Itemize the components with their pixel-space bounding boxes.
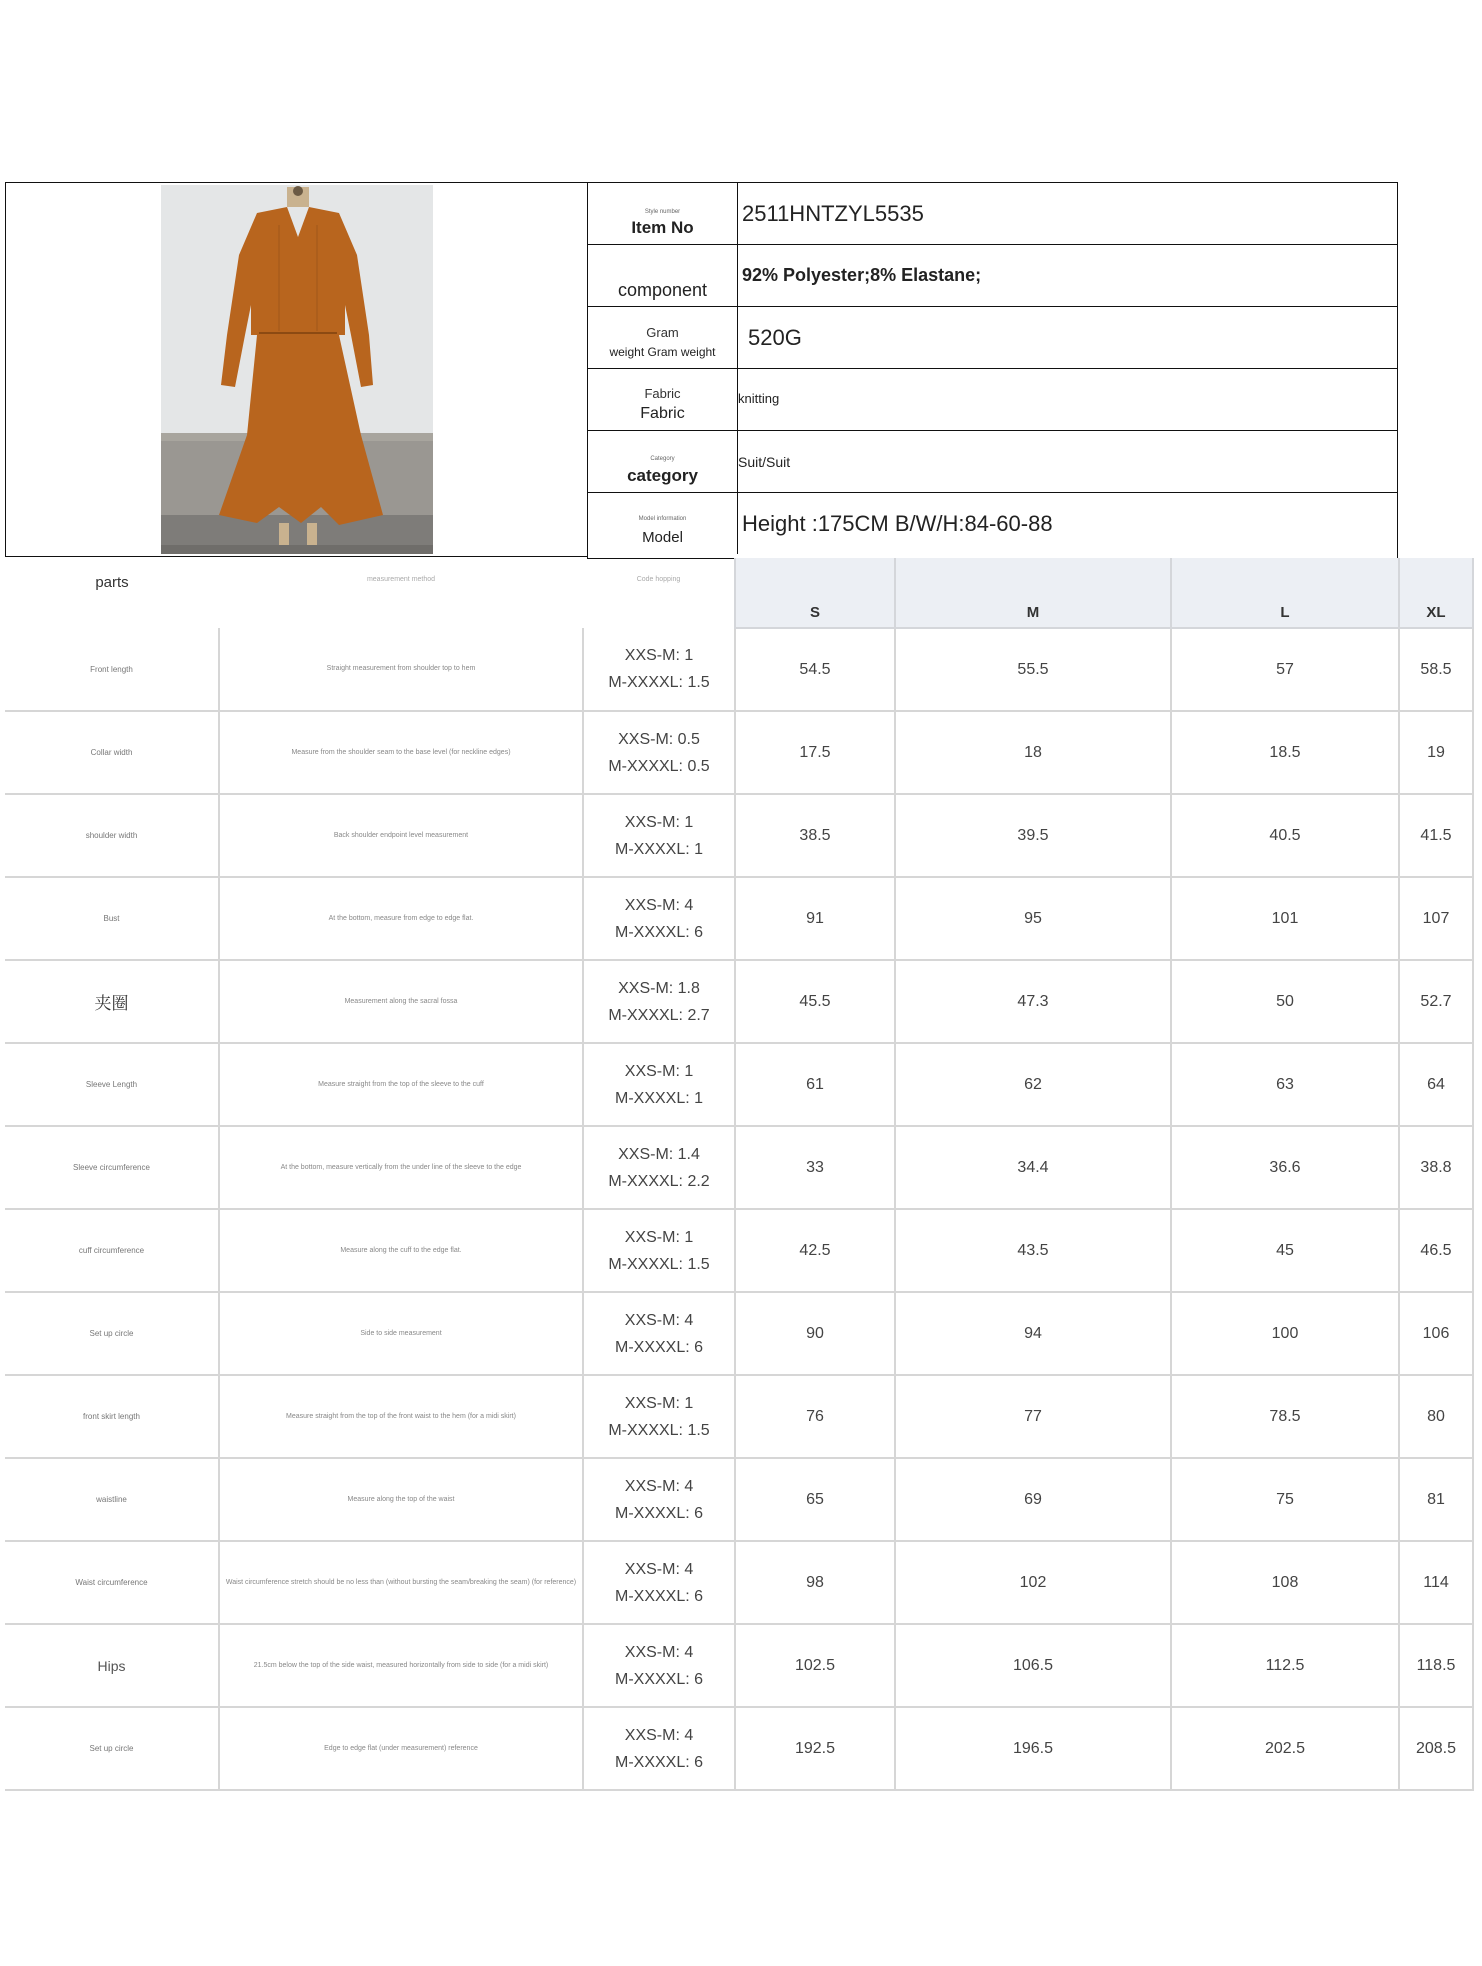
parts-header: parts [95,574,129,591]
part-name-cell: Set up circle [5,1707,219,1790]
item-no-value: 2511HNTZYL5535 [742,200,924,226]
size-m-value: 69 [895,1458,1171,1541]
grading-cell [583,877,735,960]
fabric-value: knitting [738,391,780,406]
size-header-m: M [895,558,1171,628]
grading-cell [583,1043,735,1126]
size-chart-header-row [5,558,1473,628]
part-name-cell: 夹圈 [5,960,219,1043]
grade-m-xxxxl: M-XXXXL: 1.5 [608,1421,710,1439]
table-row [5,711,1473,794]
measurement-method-cell: At the bottom, measure from edge to edge flat. [219,877,583,960]
size-s-value: 102.5 [735,1624,895,1707]
table-row [5,1126,1473,1209]
model-label-text: Model [642,529,683,546]
grading-cell [583,711,735,794]
table-row [5,1209,1473,1292]
size-l-value: 100 [1171,1292,1399,1375]
size-l-value: 57 [1171,628,1399,711]
grade-m-xxxxl: M-XXXXL: 1 [614,1089,704,1107]
size-m-value: 102 [895,1541,1171,1624]
product-sheet [5,182,1473,559]
grade-xxs-m: XXS-M: 1 [624,1062,694,1080]
component-label [588,245,738,306]
size-l-value: 78.5 [1171,1375,1399,1458]
part-name-cell: waistline [5,1458,219,1541]
size-m-value: 106.5 [895,1624,1171,1707]
size-l-value: 101 [1171,877,1399,960]
size-s-value: 192.5 [735,1707,895,1790]
size-l-value: 112.5 [1171,1624,1399,1707]
grade-m-xxxxl: M-XXXXL: 0.5 [608,757,710,775]
size-s-value: 42.5 [735,1209,895,1292]
grade-xxs-m: XXS-M: 0.5 [618,730,700,748]
measurement-method-cell: Measure straight from the top of the sleeve to the cuff [219,1043,583,1126]
size-l-value: 50 [1171,960,1399,1043]
part-name-cell: Sleeve Length [5,1043,219,1126]
size-s-value: 33 [735,1126,895,1209]
size-xl-value: 41.5 [1399,794,1473,877]
method-header: measurement method [366,576,436,583]
item-no-label [588,183,738,244]
grade-m-xxxxl: M-XXXXL: 6 [614,1504,704,1522]
size-xl-value: 107 [1399,877,1473,960]
size-xl-value: 64 [1399,1043,1473,1126]
gram-weight-label [588,307,738,368]
grade-m-xxxxl: M-XXXXL: 1.5 [608,1255,710,1273]
grading-cell [583,1458,735,1541]
measurement-method-cell: Measurement along the sacral fossa [219,960,583,1043]
measurement-method-cell: Straight measurement from shoulder top to hem [219,628,583,711]
table-row [5,794,1473,877]
category-sublabel: Category [650,456,675,462]
category-label-text: category [627,466,698,485]
table-row [5,1292,1473,1375]
item-no-label-text: Item No [631,218,694,237]
grade-xxs-m: XXS-M: 4 [624,1311,694,1329]
grading-cell [583,794,735,877]
grade-m-xxxxl: M-XXXXL: 6 [614,1753,704,1771]
size-l-value: 36.6 [1171,1126,1399,1209]
size-xl-value: 19 [1399,711,1473,794]
grade-m-xxxxl: M-XXXXL: 6 [614,1670,704,1688]
grade-m-xxxxl: M-XXXXL: 6 [614,1338,704,1356]
size-m-value: 39.5 [895,794,1171,877]
size-l-value: 108 [1171,1541,1399,1624]
size-s-value: 54.5 [735,628,895,711]
part-name-cell: cuff circumference [5,1209,219,1292]
size-s-value: 45.5 [735,960,895,1043]
gram-weight-label-text: weight Gram weight [609,345,716,359]
size-m-value: 95 [895,877,1171,960]
size-l-value: 63 [1171,1043,1399,1126]
size-xl-value: 52.7 [1399,960,1473,1043]
table-row [5,960,1473,1043]
size-xl-value: 114 [1399,1541,1473,1624]
size-m-value: 47.3 [895,960,1171,1043]
part-name-cell: Set up circle [5,1292,219,1375]
size-s-value: 91 [735,877,895,960]
size-header-xl: XL [1399,558,1473,628]
grading-cell [583,1209,735,1292]
item-no-sublabel: Style number [644,209,681,215]
measurement-method-cell: Measure along the top of the waist [219,1458,583,1541]
grading-cell [583,960,735,1043]
grade-xxs-m: XXS-M: 1.8 [618,979,700,997]
size-s-value: 90 [735,1292,895,1375]
grade-m-xxxxl: M-XXXXL: 6 [614,1587,704,1605]
size-l-value: 45 [1171,1209,1399,1292]
size-m-value: 34.4 [895,1126,1171,1209]
category-label [588,431,738,492]
size-m-value: 18 [895,711,1171,794]
item-no-row [588,183,1397,245]
part-name-cell: Front length [5,628,219,711]
part-name-cell: Sleeve circumference [5,1126,219,1209]
grade-m-xxxxl: M-XXXXL: 1 [614,840,704,858]
model-row [588,493,1397,554]
size-l-value: 202.5 [1171,1707,1399,1790]
component-value: 92% Polyester;8% Elastane; [742,265,982,285]
model-value: Height :175CM B/W/H:84-60-88 [742,510,1053,536]
size-header-s: S [735,558,895,628]
part-name-cell: Hips [5,1624,219,1707]
size-xl-value: 208.5 [1399,1707,1473,1790]
part-name-cell: front skirt length [5,1375,219,1458]
measurement-method-cell: Side to side measurement [219,1292,583,1375]
grade-header: Code hopping [636,576,681,583]
size-xl-value: 80 [1399,1375,1473,1458]
size-l-value: 18.5 [1171,711,1399,794]
size-chart-table [5,558,1474,1791]
category-value: Suit/Suit [738,453,791,470]
size-xl-value: 81 [1399,1458,1473,1541]
measurement-method-cell: Edge to edge flat (under measurement) reference [219,1707,583,1790]
size-s-value: 65 [735,1458,895,1541]
product-header [5,182,1473,559]
table-row [5,1541,1473,1624]
table-row [5,1458,1473,1541]
part-name-cell: Waist circumference [5,1541,219,1624]
size-xl-value: 38.8 [1399,1126,1473,1209]
size-s-value: 17.5 [735,711,895,794]
fabric-sublabel: Fabric [644,386,681,401]
grade-m-xxxxl: M-XXXXL: 2.2 [608,1172,710,1190]
model-sublabel: Model information [638,516,687,522]
measurement-method-cell: Measure straight from the top of the front waist to the hem (for a midi skirt) [219,1375,583,1458]
fabric-row [588,369,1397,431]
size-m-value: 94 [895,1292,1171,1375]
table-row [5,877,1473,960]
grade-xxs-m: XXS-M: 4 [624,1643,694,1661]
grade-xxs-m: XXS-M: 1 [624,1228,694,1246]
measurement-method-cell: At the bottom, measure vertically from the under line of the sleeve to the edge [219,1126,583,1209]
gram-weight-sublabel: Gram [646,325,679,340]
table-row [5,1375,1473,1458]
grade-xxs-m: XXS-M: 1 [624,1394,694,1412]
product-photo-cell [5,182,587,557]
grade-m-xxxxl: M-XXXXL: 6 [614,923,704,941]
table-row [5,628,1473,711]
size-xl-value: 106 [1399,1292,1473,1375]
size-header-l: L [1171,558,1399,628]
table-row [5,1624,1473,1707]
fabric-label [588,369,738,430]
grading-cell [583,1126,735,1209]
table-row [5,1043,1473,1126]
grading-cell [583,1707,735,1790]
size-s-value: 76 [735,1375,895,1458]
measurement-method-cell: Waist circumference stretch should be no less than (without bursting the seam/breaking the seam) (for reference) [219,1541,583,1624]
grade-xxs-m: XXS-M: 4 [624,1726,694,1744]
part-name-cell: Bust [5,877,219,960]
model-label [588,493,738,554]
grade-xxs-m: XXS-M: 1 [624,647,694,664]
measurement-method-cell: Measure along the cuff to the edge flat. [219,1209,583,1292]
grading-cell [583,1624,735,1707]
size-m-value: 55.5 [895,628,1171,711]
grading-cell [583,1375,735,1458]
grade-xxs-m: XXS-M: 1.4 [618,1145,700,1163]
size-m-value: 77 [895,1375,1171,1458]
grade-xxs-m: XXS-M: 4 [624,896,694,914]
size-xl-value: 46.5 [1399,1209,1473,1292]
part-name-cell: shoulder width [5,794,219,877]
size-xl-value: 58.5 [1399,628,1473,711]
measurement-method-cell: 21.5cm below the top of the side waist, measured horizontally from side to side (for a midi skirt) [219,1624,583,1707]
gram-weight-value: 520G [748,324,802,350]
gram-weight-row [588,307,1397,369]
size-l-value: 75 [1171,1458,1399,1541]
size-l-value: 40.5 [1171,794,1399,877]
grading-cell [583,628,735,711]
category-row [588,431,1397,493]
size-xl-value: 118.5 [1399,1624,1473,1707]
size-m-value: 43.5 [895,1209,1171,1292]
size-s-value: 61 [735,1043,895,1126]
component-label-text: component [617,280,708,300]
part-name-cell: Collar width [5,711,219,794]
size-m-value: 62 [895,1043,1171,1126]
dress-on-mannequin-icon [161,185,433,554]
size-m-value: 196.5 [895,1707,1171,1790]
fabric-label-text: Fabric [640,405,685,422]
table-row [5,1707,1473,1790]
grading-cell [583,1541,735,1624]
measurement-method-cell: Back shoulder endpoint level measurement [219,794,583,877]
measurement-method-cell: Measure from the shoulder seam to the base level (for neckline edges) [219,711,583,794]
grade-m-xxxxl: M-XXXXL: 1.5 [608,674,710,691]
component-row [588,245,1397,307]
product-info-grid [587,182,1398,559]
size-s-value: 38.5 [735,794,895,877]
size-s-value: 98 [735,1541,895,1624]
grade-m-xxxxl: M-XXXXL: 2.7 [608,1006,710,1024]
grading-cell [583,1292,735,1375]
grade-xxs-m: XXS-M: 4 [624,1477,694,1495]
grade-xxs-m: XXS-M: 4 [624,1560,694,1578]
grade-xxs-m: XXS-M: 1 [624,813,694,831]
